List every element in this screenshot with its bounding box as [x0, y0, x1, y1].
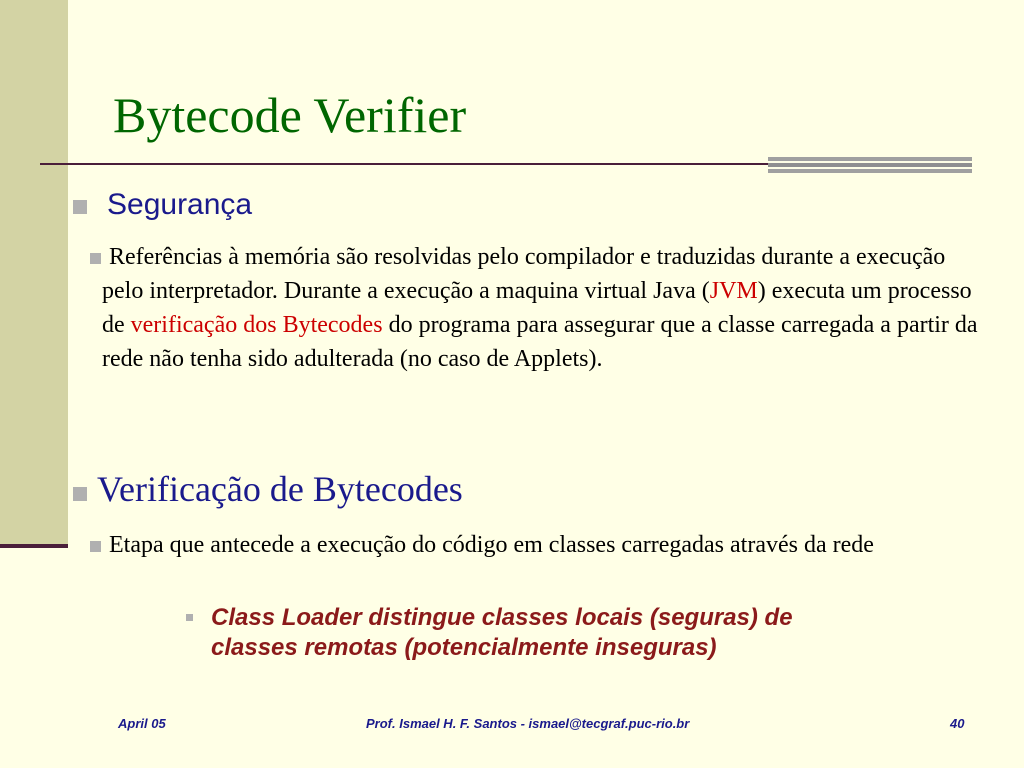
- para-text-3: do programa para assegurar que a classe carregada a partir da rede não tenha sido adulterada (no caso de Applets).: [102, 312, 978, 372]
- left-sidebar-band: [0, 0, 68, 548]
- bytecode-verification-highlight: verificação dos Bytecodes: [130, 312, 383, 338]
- footer-page-number: 40: [950, 716, 965, 731]
- sidebar-accent-line: [0, 544, 68, 548]
- footer-author: Prof. Ismael H. F. Santos - ismael@tecgraf.puc-rio.br: [366, 716, 690, 731]
- bullet-verificacao: [73, 468, 463, 510]
- bullet-verificacao-label: Verificação de Bytecodes: [97, 469, 463, 509]
- square-bullet-icon: [90, 253, 101, 264]
- class-loader-line-1: Class Loader distingue classes locais (seguras) de: [211, 604, 793, 631]
- paragraph-verificacao: [102, 528, 982, 562]
- square-bullet-icon: [73, 487, 87, 501]
- bullet-seguranca-label: Segurança: [107, 188, 253, 221]
- footer-date: April 05: [118, 716, 166, 731]
- para-etapa-text: Etapa que antecede a execução do código em classes carregadas através da rede: [109, 532, 874, 558]
- para-text-2: ) executa um processo de: [102, 278, 972, 338]
- slide-title: Bytecode Verifier: [113, 87, 467, 143]
- square-bullet-icon: [186, 614, 193, 621]
- sub-bullet-class-loader: [186, 603, 946, 663]
- square-bullet-icon: [73, 200, 87, 214]
- bullet-seguranca: [73, 188, 252, 222]
- class-loader-line-2: classes remotas (potencialmente inseguras): [211, 634, 717, 661]
- square-bullet-icon: [90, 541, 101, 552]
- para-text-1: Referências à memória são resolvidas pelo compilador e traduzidas durante a execução pelo interpretador. Durante a execução a maquina virtual Java (: [102, 244, 946, 304]
- title-bar-accent: [768, 157, 972, 179]
- paragraph-seguranca: [102, 240, 992, 376]
- jvm-highlight: JVM: [709, 278, 758, 304]
